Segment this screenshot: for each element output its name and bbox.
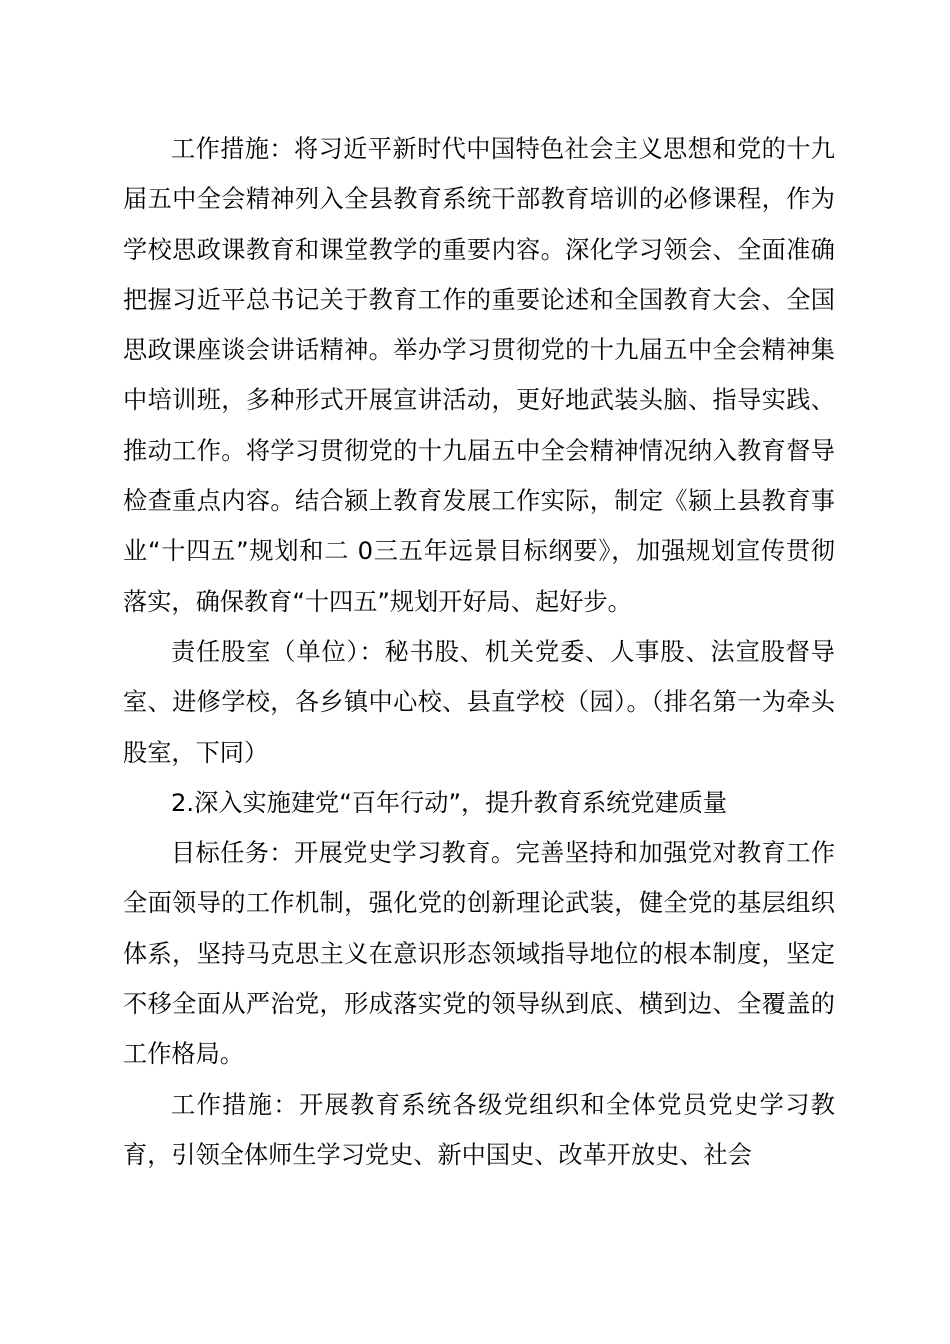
paragraph-responsible-units: 责任股室（单位）：秘书股、机关党委、人事股、法宣股督导室、进修学校，各乡镇中心校、县直学校（园）。（排名第一为牵头股室，下同） (123, 637, 835, 767)
section-heading-2: 2.深入实施建党“百年行动”，提升教育系统党建质量 (171, 788, 728, 817)
paragraph-work-measures-1: 工作措施：将习近平新时代中国特色社会主义思想和党的十九届五中全会精神列入全县教育系统干部教育培训的必修课程，作为学校思政课教育和课堂教学的重要内容。深化学习领会、全面准确把握习近平总书记关于教育工作的重要论述和全国教育大会、全国思政课座谈会讲话精神。举办学习贯彻党的十九届五中全会精神集中培训班，多种形式开展宣讲活动，更好地武装头脑、指导实践、推动工作。将学习贯彻党的十九届五中全会精神情况纳入教育督导检查重点内容。结合颍上教育发展工作实际，制定《颍上县教育事业“十四五”规划和二 0三五年远景目标纲要》，加强规划宣传贯彻落实，确保教育“十四五”规划开好局、起好步。 (123, 135, 835, 616)
paragraph-target-tasks: 目标任务：开展党史学习教育。完善坚持和加强党对教育工作全面领导的工作机制，强化党的创新理论武装，健全党的基层组织体系，坚持马克思主义在意识形态领域指导地位的根本制度，坚定不移全面从严治党，形成落实党的领导纵到底、横到边、全覆盖的工作格局。 (123, 839, 835, 1069)
paragraph-work-measures-2: 工作措施：开展教育系统各级党组织和全体党员党史学习教育，引领全体师生学习党史、新中国史、改革开放史、社会 (123, 1090, 835, 1169)
document-body (123, 124, 835, 1180)
